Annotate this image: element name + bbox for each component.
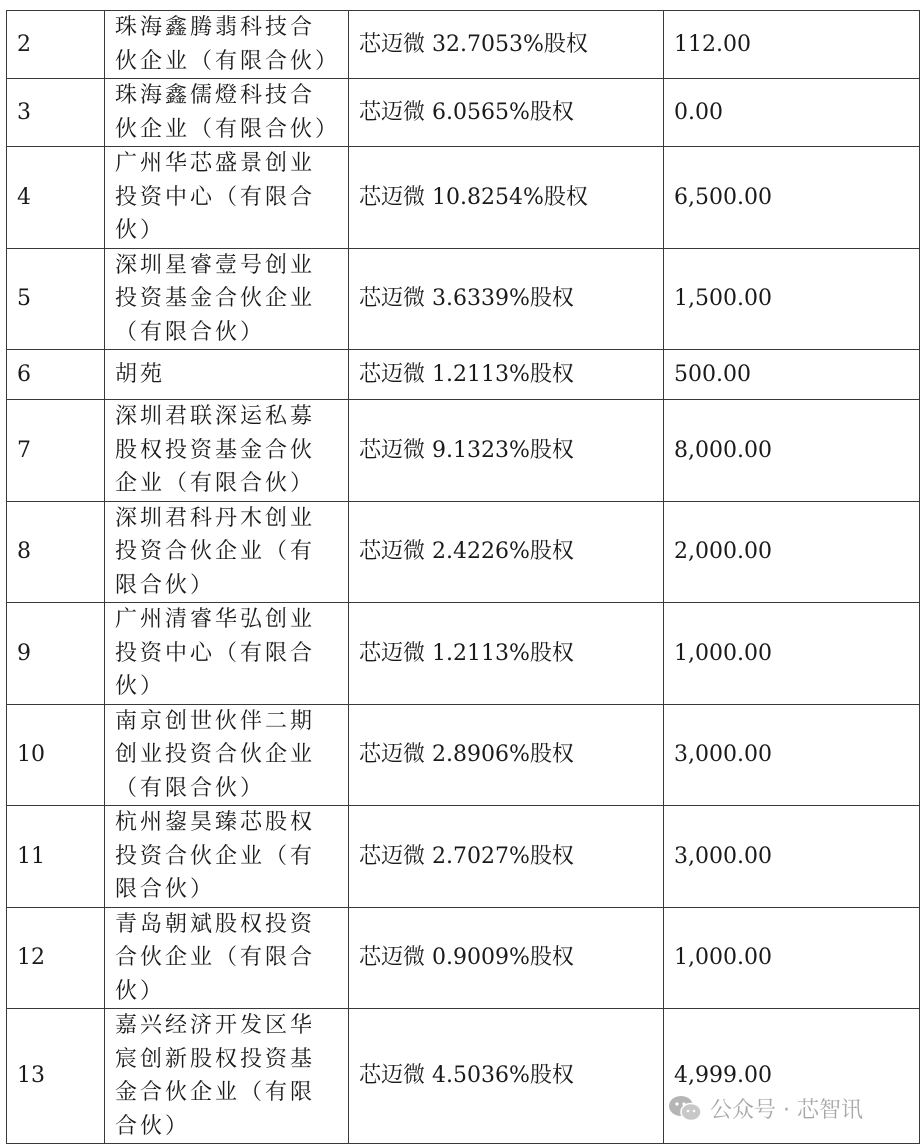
investor-name: 广州清睿华弘创业投资中心（有限合伙） — [105, 603, 349, 705]
equity-stake: 芯迈微 2.8906%股权 — [349, 704, 664, 806]
amount: 0.00 — [664, 79, 920, 147]
row-number: 11 — [7, 806, 105, 908]
equity-stake: 芯迈微 2.4226%股权 — [349, 501, 664, 603]
row-number: 8 — [7, 501, 105, 603]
row-number: 13 — [7, 1009, 105, 1144]
row-number: 5 — [7, 248, 105, 350]
investor-name: 南京创世伙伴二期创业投资合伙企业（有限合伙） — [105, 704, 349, 806]
table-row — [7, 704, 920, 806]
amount: 8,000.00 — [664, 400, 920, 502]
equity-stake: 芯迈微 9.1323%股权 — [349, 400, 664, 502]
amount: 112.00 — [664, 11, 920, 79]
table-row — [7, 907, 920, 1009]
equity-stake: 芯迈微 1.2113%股权 — [349, 350, 664, 400]
amount: 2,000.00 — [664, 501, 920, 603]
investor-name: 深圳星睿壹号创业投资基金合伙企业（有限合伙） — [105, 248, 349, 350]
equity-stake: 芯迈微 4.5036%股权 — [349, 1009, 664, 1144]
watermark-text: 公众号 · 芯智讯 — [710, 1098, 863, 1123]
row-number: 10 — [7, 704, 105, 806]
table-row — [7, 11, 920, 79]
investor-name: 杭州鋆昊臻芯股权投资合伙企业（有限合伙） — [105, 806, 349, 908]
investor-name: 深圳君联深运私募股权投资基金合伙企业（有限合伙） — [105, 400, 349, 502]
table-row — [7, 248, 920, 350]
amount: 6,500.00 — [664, 147, 920, 249]
table-row — [7, 400, 920, 502]
table-row — [7, 501, 920, 603]
row-number: 12 — [7, 907, 105, 1009]
equity-stake: 芯迈微 32.7053%股权 — [349, 11, 664, 79]
amount: 3,000.00 — [664, 704, 920, 806]
watermark — [668, 1093, 863, 1124]
row-number: 7 — [7, 400, 105, 502]
equity-stake: 芯迈微 0.9009%股权 — [349, 907, 664, 1009]
amount: 4,999.00 — [664, 1009, 920, 1144]
table-row — [7, 147, 920, 249]
row-number: 3 — [7, 79, 105, 147]
amount: 500.00 — [664, 350, 920, 400]
shareholder-table — [6, 10, 920, 1144]
amount: 1,000.00 — [664, 907, 920, 1009]
investor-name: 青岛朝斌股权投资合伙企业（有限合伙） — [105, 907, 349, 1009]
investor-name: 嘉兴经济开发区华宸创新股权投资基金合伙企业（有限合伙） — [105, 1009, 349, 1144]
investor-name: 珠海鑫儒燈科技合伙企业（有限合伙） — [105, 79, 349, 147]
amount: 1,500.00 — [664, 248, 920, 350]
equity-stake: 芯迈微 3.6339%股权 — [349, 248, 664, 350]
amount: 3,000.00 — [664, 806, 920, 908]
table-row — [7, 350, 920, 400]
table-row — [7, 603, 920, 705]
table-row — [7, 806, 920, 908]
row-number: 6 — [7, 350, 105, 400]
equity-stake: 芯迈微 10.8254%股权 — [349, 147, 664, 249]
investor-name: 广州华芯盛景创业投资中心（有限合伙） — [105, 147, 349, 249]
equity-stake: 芯迈微 6.0565%股权 — [349, 79, 664, 147]
investor-name: 深圳君科丹木创业投资合伙企业（有限合伙） — [105, 501, 349, 603]
equity-stake: 芯迈微 1.2113%股权 — [349, 603, 664, 705]
equity-stake: 芯迈微 2.7027%股权 — [349, 806, 664, 908]
row-number: 2 — [7, 11, 105, 79]
investor-name: 珠海鑫腾翡科技合伙企业（有限合伙） — [105, 11, 349, 79]
row-number: 9 — [7, 603, 105, 705]
table-row — [7, 79, 920, 147]
amount: 1,000.00 — [664, 603, 920, 705]
row-number: 4 — [7, 147, 105, 249]
wechat-icon — [668, 1095, 702, 1123]
investor-name: 胡苑 — [105, 350, 349, 400]
